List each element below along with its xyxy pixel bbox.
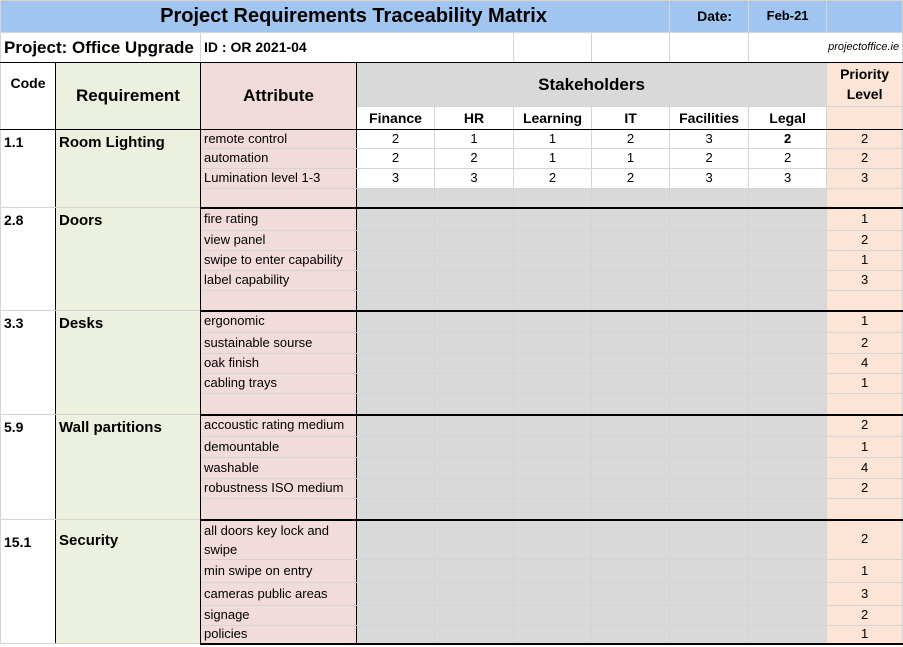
stakeholder-score-empty: [435, 208, 514, 231]
attribute-cell: oak finish: [201, 354, 357, 374]
requirement-name: Wall partitions: [56, 415, 201, 520]
stakeholder-score-empty: [435, 189, 514, 208]
stakeholder-score-empty: [670, 291, 749, 311]
title-row: [1, 1, 903, 33]
priority-level: 2: [827, 520, 903, 560]
priority-level: 1: [827, 374, 903, 394]
stakeholder-score-empty: [749, 458, 827, 479]
priority-level: 1: [827, 560, 903, 583]
page-title: Project Requirements Traceability Matrix: [1, 1, 670, 33]
stakeholder-score-empty: [592, 333, 670, 354]
stakeholder-score-empty: [357, 437, 435, 458]
stakeholder-facilities: Facilities: [670, 107, 749, 130]
stakeholder-score-empty: [670, 311, 749, 333]
project-row: [1, 33, 903, 63]
stakeholder-score-empty: [749, 479, 827, 499]
stakeholder-score-empty: [592, 311, 670, 333]
stakeholder-score-empty: [670, 606, 749, 626]
stakeholder-score-empty: [357, 311, 435, 333]
stakeholder-score-empty: [514, 333, 592, 354]
stakeholder-score-empty: [592, 437, 670, 458]
stakeholder-score: 3: [749, 169, 827, 189]
stakeholder-score-empty: [749, 333, 827, 354]
header-row: [1, 63, 903, 107]
priority-level: 4: [827, 354, 903, 374]
stakeholder-score: 2: [592, 130, 670, 149]
stakeholder-score-empty: [357, 394, 435, 415]
stakeholder-finance: Finance: [357, 107, 435, 130]
stakeholder-score-empty: [670, 560, 749, 583]
stakeholder-score-empty: [749, 415, 827, 437]
stakeholder-score-empty: [357, 606, 435, 626]
stakeholder-score-empty: [749, 499, 827, 520]
stakeholder-score-empty: [749, 583, 827, 606]
stakeholder-score-empty: [592, 626, 670, 644]
stakeholder-score-empty: [592, 251, 670, 271]
stakeholder-score-empty: [514, 583, 592, 606]
stakeholder-score: 1: [435, 130, 514, 149]
stakeholder-score-empty: [749, 251, 827, 271]
stakeholder-score-empty: [357, 626, 435, 644]
priority-level: 4: [827, 458, 903, 479]
stakeholder-score-empty: [514, 606, 592, 626]
priority-sub-blank: [827, 107, 903, 130]
attribute-cell: swipe to enter capability: [201, 251, 357, 271]
stakeholder-score-empty: [357, 520, 435, 560]
header-priority: Priority Level: [827, 63, 903, 107]
stakeholder-score-empty: [435, 479, 514, 499]
stakeholder-score-empty: [670, 231, 749, 251]
stakeholder-score-empty: [670, 499, 749, 520]
stakeholder-score-empty: [357, 271, 435, 291]
stakeholder-score-empty: [592, 374, 670, 394]
requirement-code: 15.1: [1, 520, 56, 644]
stakeholder-score-empty: [670, 354, 749, 374]
stakeholder-score-empty: [749, 437, 827, 458]
stakeholder-score: 3: [357, 169, 435, 189]
priority-level: 2: [827, 149, 903, 169]
priority-level: 1: [827, 208, 903, 231]
stakeholder-score-empty: [357, 333, 435, 354]
stakeholder-score-empty: [357, 251, 435, 271]
attribute-cell: automation: [201, 149, 357, 169]
blank-cell: [670, 33, 749, 63]
stakeholder-score-empty: [592, 291, 670, 311]
stakeholder-score-empty: [749, 354, 827, 374]
stakeholder-score-empty: [514, 626, 592, 644]
stakeholder-score: 2: [435, 149, 514, 169]
attribute-cell: ergonomic: [201, 311, 357, 333]
priority-level: 2: [827, 479, 903, 499]
stakeholder-score-empty: [749, 606, 827, 626]
stakeholder-score-empty: [592, 479, 670, 499]
stakeholder-score-empty: [435, 374, 514, 394]
stakeholder-score-empty: [670, 189, 749, 208]
stakeholder-score: 2: [357, 130, 435, 149]
stakeholder-score-empty: [357, 231, 435, 251]
stakeholder-score-empty: [435, 626, 514, 644]
stakeholder-score-empty: [670, 394, 749, 415]
stakeholder-score-empty: [435, 415, 514, 437]
attribute-cell: remote control: [201, 130, 357, 149]
stakeholder-score-empty: [514, 354, 592, 374]
stakeholder-score-empty: [592, 271, 670, 291]
attribute-cell: robustness ISO medium: [201, 479, 357, 499]
stakeholder-score-empty: [435, 560, 514, 583]
priority-level: 3: [827, 271, 903, 291]
stakeholder-score: 2: [514, 169, 592, 189]
stakeholder-score-empty: [514, 374, 592, 394]
stakeholder-score-empty: [435, 333, 514, 354]
stakeholder-score-empty: [749, 291, 827, 311]
attribute-cell: demountable: [201, 437, 357, 458]
header-code: Code: [1, 63, 56, 130]
stakeholder-score-empty: [514, 437, 592, 458]
attribute-cell: policies: [201, 626, 357, 644]
priority-level: 1: [827, 437, 903, 458]
stakeholder-score: 2: [749, 130, 827, 149]
stakeholder-score: 1: [514, 130, 592, 149]
stakeholder-score-empty: [357, 583, 435, 606]
requirement-name: Security: [56, 520, 201, 644]
title-blank-cell: [827, 1, 903, 33]
table-row: [1, 415, 903, 437]
stakeholder-score-empty: [514, 520, 592, 560]
stakeholder-score: 3: [670, 130, 749, 149]
attribute-cell: fire rating: [201, 208, 357, 231]
stakeholder-score-empty: [749, 374, 827, 394]
stakeholder-score-empty: [514, 189, 592, 208]
priority-level: [827, 189, 903, 208]
stakeholder-score-empty: [592, 394, 670, 415]
stakeholder-score-empty: [670, 415, 749, 437]
stakeholder-score-empty: [592, 208, 670, 231]
requirement-code: 2.8: [1, 208, 56, 311]
requirement-name: Room Lighting: [56, 130, 201, 208]
requirement-name: Desks: [56, 311, 201, 415]
priority-level: 2: [827, 606, 903, 626]
stakeholder-score-empty: [435, 458, 514, 479]
stakeholder-score-empty: [357, 415, 435, 437]
priority-level: [827, 499, 903, 520]
attribute-cell: cameras public areas: [201, 583, 357, 606]
stakeholder-score-empty: [670, 437, 749, 458]
stakeholder-score-empty: [435, 231, 514, 251]
priority-level: 2: [827, 415, 903, 437]
stakeholder-score-empty: [357, 189, 435, 208]
header-stakeholders: Stakeholders: [357, 63, 827, 107]
priority-level: [827, 291, 903, 311]
stakeholder-score-empty: [435, 291, 514, 311]
requirement-code: 3.3: [1, 311, 56, 415]
stakeholder-score-empty: [592, 606, 670, 626]
stakeholder-score-empty: [670, 479, 749, 499]
priority-level: 2: [827, 333, 903, 354]
requirement-name: Doors: [56, 208, 201, 311]
project-id: ID : OR 2021-04: [201, 33, 514, 63]
stakeholder-score-empty: [357, 560, 435, 583]
stakeholder-score-empty: [749, 394, 827, 415]
stakeholder-score-empty: [435, 583, 514, 606]
stakeholder-it: IT: [592, 107, 670, 130]
stakeholder-score-empty: [357, 374, 435, 394]
priority-level: 1: [827, 626, 903, 644]
stakeholder-score: 2: [749, 149, 827, 169]
priority-level: 3: [827, 583, 903, 606]
stakeholder-score-empty: [670, 374, 749, 394]
date-value: Feb-21: [749, 1, 827, 33]
stakeholder-score-empty: [749, 271, 827, 291]
stakeholder-score-empty: [670, 626, 749, 644]
table-row: [1, 311, 903, 333]
stakeholder-score-empty: [592, 354, 670, 374]
date-label: Date:: [670, 1, 749, 33]
stakeholder-score: 1: [592, 149, 670, 169]
stakeholder-score: 3: [670, 169, 749, 189]
stakeholder-score-empty: [749, 520, 827, 560]
stakeholder-score-empty: [749, 208, 827, 231]
stakeholder-score-empty: [670, 520, 749, 560]
stakeholder-score-empty: [670, 251, 749, 271]
requirement-code: 5.9: [1, 415, 56, 520]
attribute-cell: label capability: [201, 271, 357, 291]
stakeholder-score-empty: [670, 333, 749, 354]
stakeholder-score: 1: [514, 149, 592, 169]
stakeholder-score-empty: [357, 479, 435, 499]
stakeholder-score-empty: [514, 271, 592, 291]
stakeholder-score-empty: [592, 415, 670, 437]
attribute-cell: cabling trays: [201, 374, 357, 394]
priority-level: 1: [827, 311, 903, 333]
stakeholder-score-empty: [592, 231, 670, 251]
stakeholder-score-empty: [592, 583, 670, 606]
stakeholder-score-empty: [435, 271, 514, 291]
blank-cell: [592, 33, 670, 63]
stakeholder-score-empty: [514, 458, 592, 479]
stakeholder-score-empty: [514, 560, 592, 583]
attribute-cell: accoustic rating medium: [201, 415, 357, 437]
stakeholder-score-empty: [514, 208, 592, 231]
stakeholder-score-empty: [357, 499, 435, 520]
table-row: [1, 130, 903, 149]
table-row: [1, 208, 903, 231]
stakeholder-score-empty: [592, 520, 670, 560]
stakeholder-score-empty: [670, 271, 749, 291]
stakeholder-score-empty: [514, 415, 592, 437]
stakeholder-score-empty: [357, 208, 435, 231]
blank-cell: [514, 33, 592, 63]
stakeholder-score-empty: [670, 208, 749, 231]
stakeholder-score-empty: [749, 231, 827, 251]
stakeholder-score: 2: [592, 169, 670, 189]
stakeholder-score-empty: [749, 560, 827, 583]
attribute-cell: [201, 394, 357, 415]
stakeholder-score-empty: [435, 311, 514, 333]
header-requirement: Requirement: [56, 63, 201, 130]
attribute-cell: all doors key lock and swipe: [201, 520, 357, 560]
stakeholder-score: 3: [435, 169, 514, 189]
attribute-cell: [201, 499, 357, 520]
stakeholder-score-empty: [749, 311, 827, 333]
project-label: Project: Office Upgrade: [1, 33, 201, 63]
stakeholder-score-empty: [514, 499, 592, 520]
stakeholder-score-empty: [514, 394, 592, 415]
stakeholder-score-empty: [514, 479, 592, 499]
stakeholder-learning: Learning: [514, 107, 592, 130]
stakeholder-score-empty: [514, 311, 592, 333]
attribute-cell: Lumination level 1-3: [201, 169, 357, 189]
stakeholder-score-empty: [514, 231, 592, 251]
stakeholder-score-empty: [435, 437, 514, 458]
attribute-cell: signage: [201, 606, 357, 626]
stakeholder-score-empty: [357, 354, 435, 374]
attribute-cell: washable: [201, 458, 357, 479]
attribute-cell: view panel: [201, 231, 357, 251]
attribute-cell: min swipe on entry: [201, 560, 357, 583]
stakeholder-score-empty: [670, 458, 749, 479]
stakeholder-score-empty: [749, 189, 827, 208]
stakeholder-score: 2: [357, 149, 435, 169]
stakeholder-score-empty: [435, 394, 514, 415]
stakeholder-hr: HR: [435, 107, 514, 130]
stakeholder-score-empty: [592, 458, 670, 479]
stakeholder-score: 2: [670, 149, 749, 169]
priority-level: 2: [827, 231, 903, 251]
stakeholder-score-empty: [592, 499, 670, 520]
website-label: projectoffice.ie: [749, 33, 903, 63]
priority-level: 3: [827, 169, 903, 189]
header-attribute: Attribute: [201, 63, 357, 130]
attribute-cell: sustainable sourse: [201, 333, 357, 354]
table-row: [1, 520, 903, 560]
stakeholder-score-empty: [435, 251, 514, 271]
stakeholder-score-empty: [592, 189, 670, 208]
priority-level: 1: [827, 251, 903, 271]
stakeholder-score-empty: [357, 458, 435, 479]
stakeholder-score-empty: [435, 354, 514, 374]
priority-level: 2: [827, 130, 903, 149]
stakeholder-legal: Legal: [749, 107, 827, 130]
priority-level: [827, 394, 903, 415]
stakeholder-score-empty: [435, 520, 514, 560]
stakeholder-score-empty: [435, 499, 514, 520]
stakeholder-score-empty: [357, 291, 435, 311]
attribute-cell: [201, 291, 357, 311]
stakeholder-score-empty: [670, 583, 749, 606]
requirement-code: 1.1: [1, 130, 56, 208]
stakeholder-score-empty: [514, 291, 592, 311]
stakeholder-score-empty: [435, 606, 514, 626]
stakeholder-score-empty: [749, 626, 827, 644]
stakeholder-score-empty: [514, 251, 592, 271]
attribute-cell: [201, 189, 357, 208]
stakeholder-score-empty: [592, 560, 670, 583]
